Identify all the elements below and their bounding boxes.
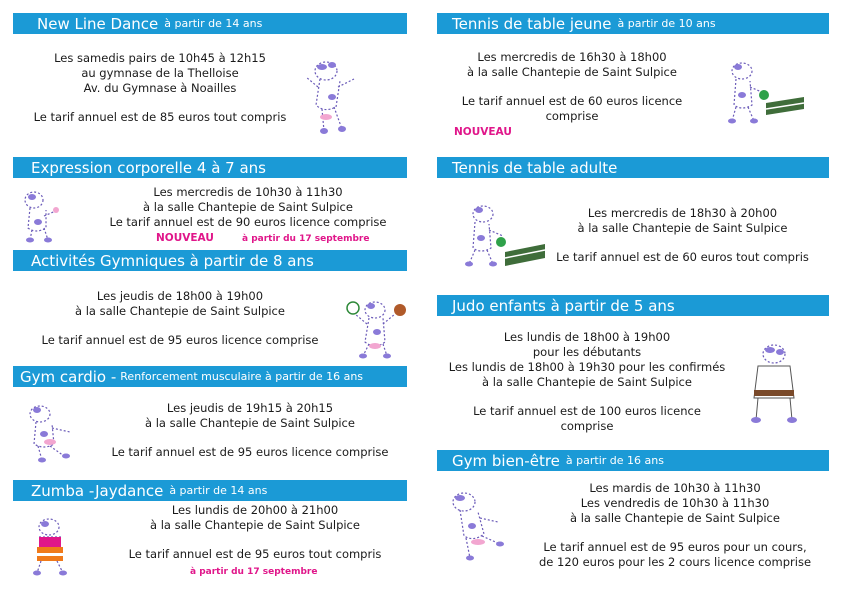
expr-header bbox=[13, 157, 407, 178]
tta-line-1: Les mercredis de 18h30 à 20h00 bbox=[587, 206, 778, 220]
judo-price-1: Le tarif annuel est de 100 euros licence bbox=[473, 404, 701, 418]
ttj-nouveau-badge: NOUVEAU bbox=[454, 126, 512, 138]
cow-tennis-adult-icon bbox=[455, 200, 547, 270]
zumba-start-date: à partir du 17 septembre bbox=[190, 567, 318, 577]
judo-title: Judo enfants à partir de 5 ans bbox=[452, 296, 675, 315]
ttj-price-1: Le tarif annuel est de 60 euros licence bbox=[461, 94, 683, 108]
expr-line-1: Les mercredis de 10h30 à 11h30 bbox=[153, 185, 343, 199]
ttj-header bbox=[437, 13, 829, 34]
bienetre-body bbox=[525, 481, 825, 570]
bienetre-price-2: de 120 euros pour les 2 cours licence comprise bbox=[538, 555, 812, 569]
dance-header bbox=[13, 13, 407, 34]
zumba-body bbox=[105, 503, 405, 562]
gymn-body bbox=[30, 289, 330, 348]
gymn-line-2: à la salle Chantepie de Saint Sulpice bbox=[75, 304, 285, 318]
judo-header bbox=[437, 295, 829, 316]
cow-bienetre-icon bbox=[442, 488, 512, 564]
expr-line-2: à la salle Chantepie de Saint Sulpice bbox=[143, 200, 353, 214]
gymn-line-1: Les jeudis de 18h00 à 19h00 bbox=[96, 289, 264, 303]
judo-price-2: comprise bbox=[560, 419, 614, 433]
ttj-line-1: Les mercredis de 16h30 à 18h00 bbox=[477, 50, 667, 64]
judo-line-2: pour les débutants bbox=[532, 345, 642, 359]
bienetre-subtitle: à partir de 16 ans bbox=[565, 454, 664, 467]
tta-body bbox=[540, 206, 825, 265]
gymn-title: Activités Gymniques à partir de 8 ans bbox=[31, 251, 314, 270]
dance-line-3: Av. du Gymnase à Noailles bbox=[83, 81, 237, 95]
tta-line-2: à la salle Chantepie de Saint Sulpice bbox=[577, 221, 788, 235]
zumba-header bbox=[13, 480, 407, 501]
gymn-price: Le tarif annuel est de 95 euros licence comprise bbox=[41, 333, 319, 347]
cardio-subtitle: Renforcement musculaire à partir de 16 ans bbox=[120, 370, 364, 383]
cow-cardio-icon bbox=[20, 402, 78, 464]
bienetre-price-1: Le tarif annuel est de 95 euros pour un cours, bbox=[543, 540, 807, 554]
zumba-line-2: à la salle Chantepie de Saint Sulpice bbox=[150, 518, 360, 532]
bienetre-header bbox=[437, 450, 829, 471]
ttj-line-2: à la salle Chantepie de Saint Sulpice bbox=[467, 65, 677, 79]
ttj-title: Tennis de table jeune bbox=[452, 14, 612, 33]
tta-title: Tennis de table adulte bbox=[452, 158, 618, 177]
judo-line-4: à la salle Chantepie de Saint Sulpice bbox=[482, 375, 692, 389]
zumba-title: Zumba -Jaydance bbox=[31, 481, 164, 500]
bienetre-line-1: Les mardis de 10h30 à 11h30 bbox=[589, 481, 761, 495]
ttj-body bbox=[437, 50, 707, 124]
tta-header bbox=[437, 157, 829, 178]
dance-line-2: au gymnase de la Thelloise bbox=[81, 66, 239, 80]
cardio-price: Le tarif annuel est de 95 euros licence comprise bbox=[111, 445, 389, 459]
cardio-line-2: à la salle Chantepie de Saint Sulpice bbox=[145, 416, 355, 430]
gymn-header bbox=[13, 250, 407, 271]
dance-title: New Line Dance bbox=[37, 14, 159, 33]
cow-tennis-youth-icon bbox=[716, 57, 808, 127]
cow-zumba-icon bbox=[27, 515, 73, 577]
expr-nouveau-badge: NOUVEAU bbox=[156, 232, 214, 244]
expr-line-3: Le tarif annuel est de 90 euros licence comprise bbox=[109, 215, 387, 229]
judo-body bbox=[437, 330, 737, 434]
dance-subtitle: à partir de 14 ans bbox=[164, 17, 263, 30]
bienetre-line-2: Les vendredis de 10h30 à 11h30 bbox=[580, 496, 770, 510]
cardio-body bbox=[100, 401, 400, 460]
expr-start-date: à partir du 17 septembre bbox=[242, 234, 370, 244]
cow-gymnastics-icon bbox=[345, 296, 407, 360]
cow-judo-icon bbox=[746, 340, 806, 426]
tta-price: Le tarif annuel est de 60 euros tout compris bbox=[556, 250, 809, 264]
cow-dance-icon bbox=[302, 57, 362, 137]
cardio-title: Gym cardio - bbox=[20, 367, 117, 386]
zumba-subtitle: à partir de 14 ans bbox=[169, 484, 268, 497]
dance-price: Le tarif annuel est de 85 euros tout compris bbox=[33, 110, 287, 124]
bienetre-line-3: à la salle Chantepie de Saint Sulpice bbox=[570, 511, 780, 525]
dance-body bbox=[20, 51, 300, 125]
zumba-price: Le tarif annuel est de 95 euros tout compris bbox=[128, 547, 382, 561]
dance-line-1: Les samedis pairs de 10h45 à 12h15 bbox=[54, 51, 266, 65]
expr-title: Expression corporelle 4 à 7 ans bbox=[31, 158, 266, 177]
cardio-header bbox=[13, 366, 407, 387]
cow-expression-icon bbox=[16, 188, 64, 243]
ttj-price-2: comprise bbox=[545, 109, 599, 123]
judo-line-3: Les lundis de 18h00 à 19h30 pour les confirmés bbox=[448, 360, 726, 374]
cardio-line-1: Les jeudis de 19h15 à 20h15 bbox=[166, 401, 334, 415]
ttj-subtitle: à partir de 10 ans bbox=[617, 17, 716, 30]
bienetre-title: Gym bien-être bbox=[452, 451, 560, 470]
expr-body bbox=[98, 185, 398, 230]
judo-line-1: Les lundis de 18h00 à 19h00 bbox=[503, 330, 671, 344]
zumba-line-1: Les lundis de 20h00 à 21h00 bbox=[171, 503, 339, 517]
